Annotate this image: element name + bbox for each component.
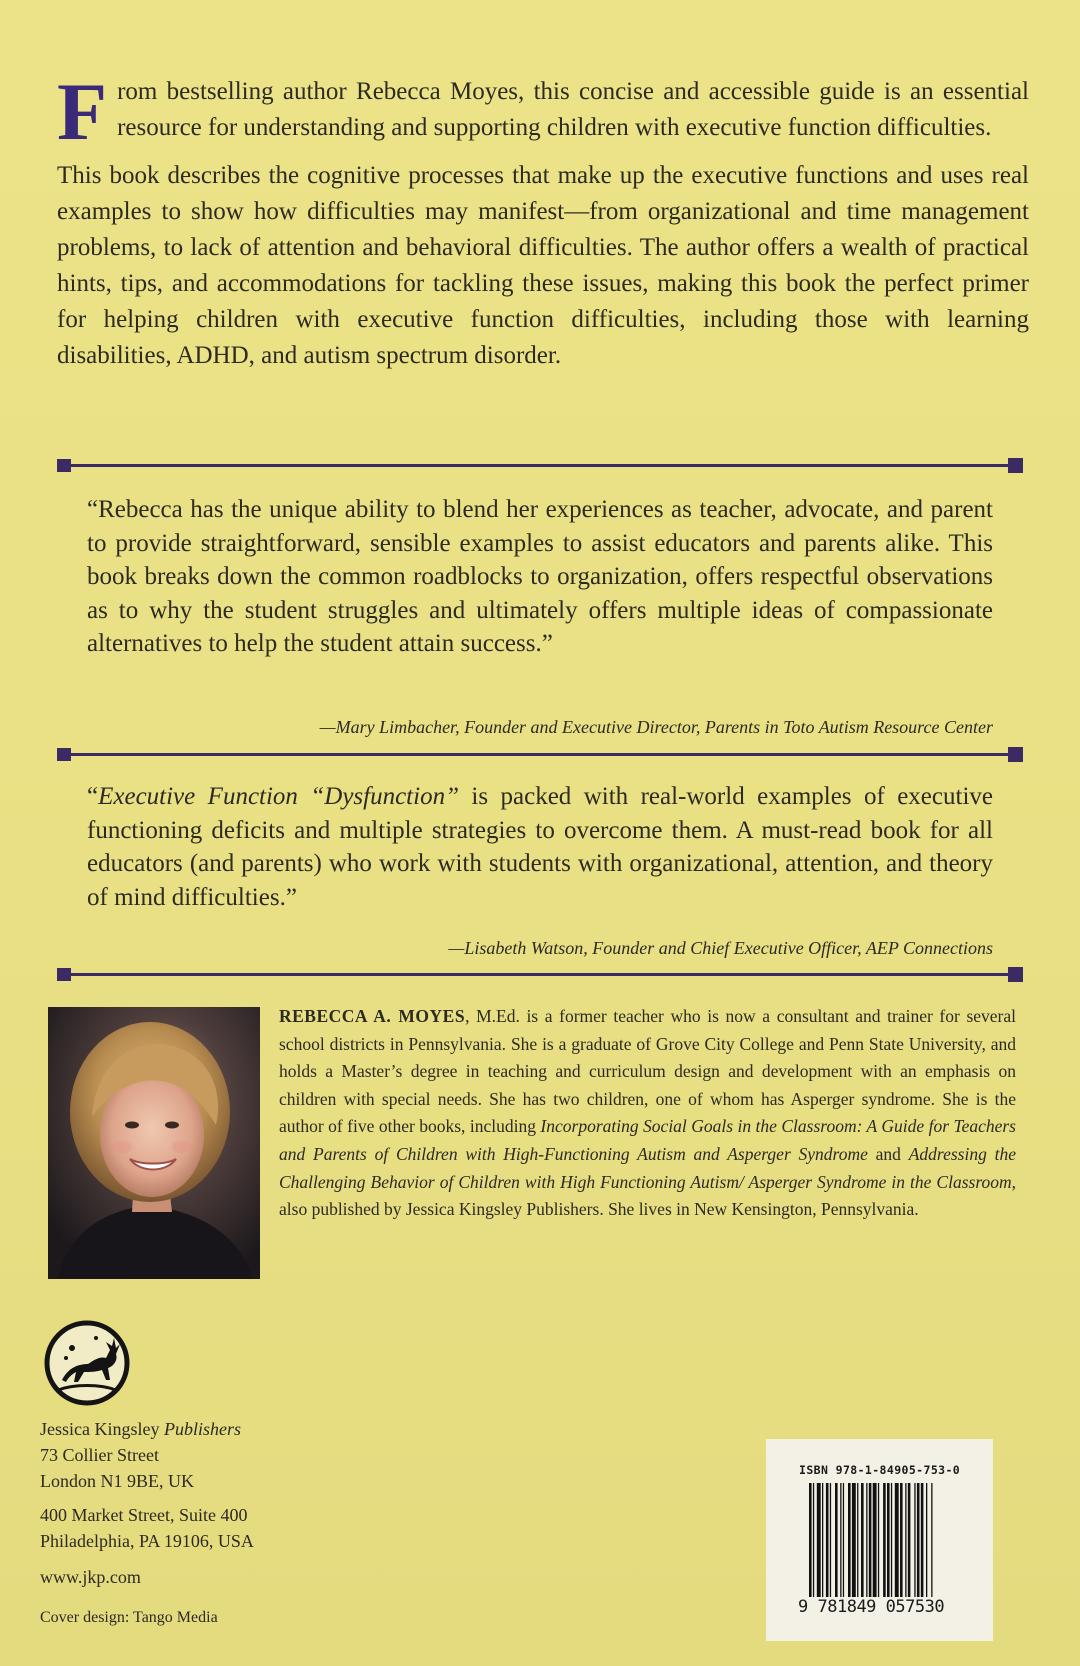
barcode-bar [883, 1483, 886, 1599]
barcode-bar [895, 1483, 899, 1599]
barcode-bar [813, 1483, 814, 1611]
intro-blurb [57, 66, 1029, 374]
barcode-bar [869, 1483, 872, 1611]
ean-digits [798, 1597, 944, 1617]
barcode-bar [887, 1483, 890, 1599]
publisher-website: www.jkp.com [40, 1567, 141, 1587]
author-book-title-1: Incorporating Social Goals in the Classroom: A Guide for Teachers and Parents of Children with High-Functioning Autism and Asperger Syndrome [279, 1116, 1016, 1164]
endorsement-1-attribution: —Mary Limbacher, Founder and Executive Director, Parents in Toto Autism Resource Center [319, 717, 993, 737]
uk-address-line-2: London N1 9BE, UK [40, 1471, 194, 1491]
publisher-logo-icon [44, 1320, 130, 1406]
divider-3 [57, 967, 1023, 983]
publisher-name [40, 1416, 241, 1494]
endorsement-2-rest: is packed with real-world examples of executive functioning deficits and multiple strategies to overcome them. A must-read book for all educators (and parents) who work with students with organizational, attention, and theory of mind difficulties.” [87, 783, 993, 911]
publisher-name-roman: Jessica Kingsley [40, 1419, 160, 1439]
divider-square-right [1008, 967, 1023, 982]
endorsement-2-attribution: —Lisabeth Watson, Founder and Chief Executive Officer, AEP Connections [448, 938, 993, 958]
intro-paragraph-1 [57, 66, 1029, 157]
barcode-bar [809, 1483, 812, 1611]
author-portrait-illustration [48, 1007, 260, 1279]
barcode-bar [891, 1483, 892, 1599]
cover-design-credit: Cover design: Tango Media [40, 1609, 218, 1626]
barcode-bar [914, 1483, 915, 1599]
barcode-bar [873, 1483, 877, 1611]
author-photo [48, 1007, 260, 1279]
author-name: REBECCA A. MOYES [279, 1006, 466, 1026]
endorsement-2-text [87, 780, 993, 914]
us-address-line-2: Philadelphia, PA 19106, USA [40, 1531, 254, 1551]
divider-line [65, 464, 1015, 467]
barcode-bar [848, 1483, 851, 1599]
barcode-bar [830, 1483, 831, 1599]
isbn-barcode [766, 1439, 993, 1641]
barcode-bar [905, 1483, 906, 1599]
barcode-bar [878, 1483, 879, 1599]
divider-line [65, 753, 1015, 756]
author-bio-text-3: , also published by Jessica Kingsley Publishers. She lives in New Kensington, Pennsylvania. [279, 1171, 1016, 1220]
barcode-bar [908, 1483, 911, 1599]
author-book-title-2: Addressing the Challenging Behavior of Children with High Functioning Autism/ Asperger Syndrome in the Classroom [279, 1143, 1016, 1192]
ean-first-digit: 9 [798, 1597, 808, 1617]
barcode-bar [900, 1483, 903, 1599]
barcode-bar [826, 1483, 829, 1599]
barcode-bar [861, 1483, 864, 1599]
us-address-line-1: 400 Market Street, Suite 400 [40, 1505, 248, 1525]
barcode-bar [843, 1483, 844, 1599]
barcode-bar [840, 1483, 841, 1599]
divider-line [65, 973, 1015, 976]
publisher-name-line [40, 1416, 241, 1442]
barcode-bar [852, 1483, 856, 1599]
divider-square-right [1008, 458, 1023, 473]
drop-cap: F [57, 66, 108, 157]
barcode-bar [921, 1483, 924, 1599]
barcode-bar [926, 1483, 927, 1599]
author-bio-text-1: , M.Ed. is a former teacher who is now a consultant and trainer for several school districts in Pennsylvania. She is a graduate of Grove City College and Penn State University, and holds a Master’s degree in teaching and curriculum design and development with an emphasis on children with special needs. She has two children, one of whom has Asperger syndrome. She is the author of five other books, including [279, 1006, 1016, 1137]
divider-2 [57, 747, 1023, 763]
barcode-bar [822, 1483, 823, 1599]
book-title: Executive Function “Dysfunction” [98, 783, 459, 810]
barcode-bar [835, 1483, 838, 1599]
publisher-name-italic: Publishers [163, 1419, 241, 1439]
divider-1 [57, 458, 1023, 474]
barcode-bar [931, 1483, 932, 1611]
barcode-bar [857, 1483, 858, 1599]
publisher-logo [44, 1320, 130, 1406]
endorsement-2-open-quote: “ [87, 783, 99, 810]
barcode-bar [917, 1483, 920, 1599]
endorsement-2 [87, 780, 993, 956]
us-address [40, 1502, 254, 1554]
endorsement-1 [87, 493, 993, 737]
ean-right-group: 057530 [885, 1597, 945, 1617]
barcode-bars [809, 1483, 953, 1611]
author-bio-text-2: and [867, 1143, 909, 1164]
author-bio [279, 1003, 1016, 1224]
barcode-bar [817, 1483, 821, 1599]
divider-square-right [1008, 747, 1023, 762]
barcode-bar [866, 1483, 867, 1599]
intro-paragraph-1-text: rom bestselling author Rebecca Moyes, this concise and accessible guide is an essential resource for understanding and supporting children with executive function difficulties. [117, 78, 1029, 141]
isbn-label: ISBN 978-1-84905-753-0 [799, 1463, 961, 1477]
endorsement-1-text: “Rebecca has the unique ability to blend her experiences as teacher, advocate, and parent to provide straightforward, sensible examples to assist educators and parents alike. This book breaks down the common roadblocks to organization, offers respectful observations as to why the student struggles and ultimately offers multiple ideas of compassionate alternatives to help the student attain success.” [87, 496, 993, 657]
intro-paragraph-2: This book describes the cognitive processes that make up the executive functions and uses real examples to show how difficulties may manifest—from organizational and time management problems, to lack of attention and behavioral difficulties. The author offers a wealth of practical hints, tips, and accommodations for tackling these issues, making this book the perfect primer for helping children with executive function difficulties, including those with learning disabilities, ADHD, and autism spectrum disorder. [57, 162, 1029, 369]
uk-address-line-1: 73 Collier Street [40, 1445, 159, 1465]
ean-left-group: 781849 [817, 1597, 876, 1617]
